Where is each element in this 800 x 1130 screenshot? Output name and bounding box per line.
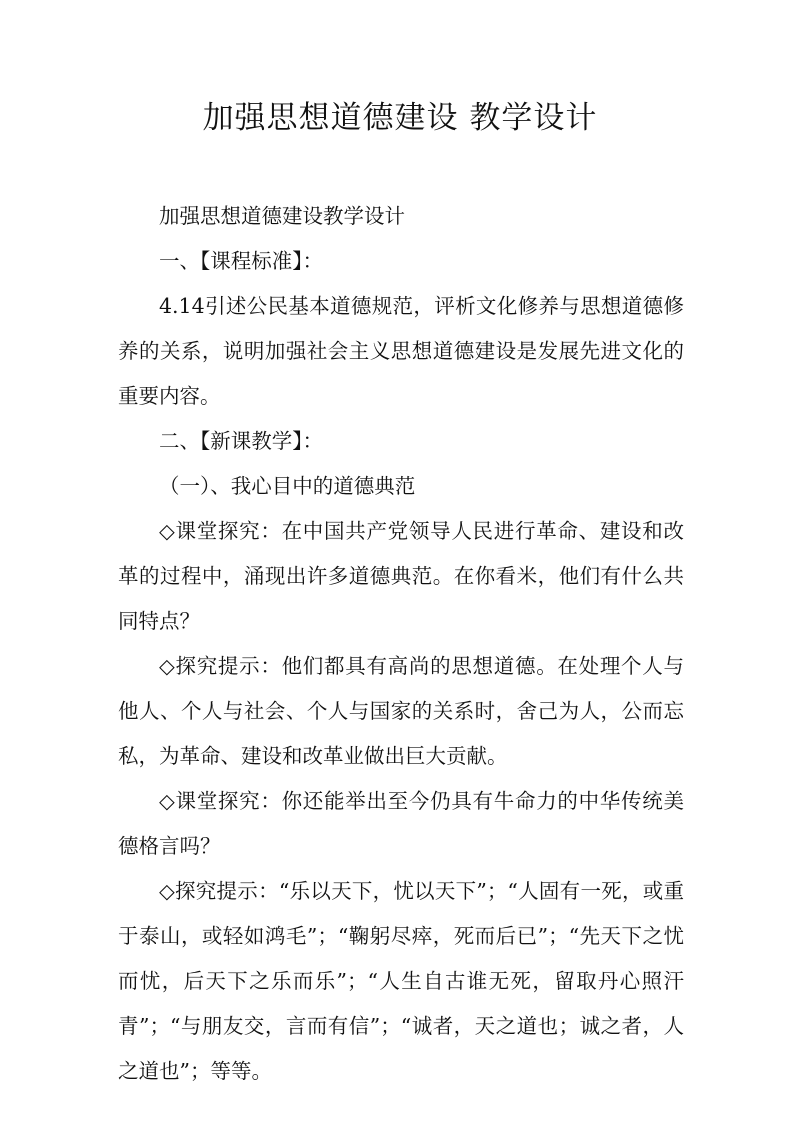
- paragraph-subtitle: 加强思想道德建设教学设计: [159, 204, 405, 228]
- paragraph-curriculum-standard: 4.14引述公民基本道德规范，评析文化修养与思想道德修养的关系，说明加强社会主义思想道德建设是发展先进文化的重要内容。: [118, 294, 684, 408]
- document-title: 加强思想道德建设 教学设计: [202, 100, 598, 136]
- section-heading-new-lesson: 二、【新课教学】：: [159, 429, 323, 453]
- paragraph-inquiry-hint-1: ◇探究提示：他们都具有高尚的思想道德。在处理个人与他人、个人与社会、个人与国家的关系时，舍己为人，公而忘私，为革命、建设和改革业做出巨大贡献。: [118, 654, 684, 768]
- document-body: [118, 194, 684, 1094]
- paragraph-class-inquiry-2: ◇课堂探究：你还能举出至今仍具有牛命力的中华传统美德格言吗？: [118, 789, 684, 858]
- section-heading-curriculum-standard: 一、【课程标准】：: [159, 249, 323, 273]
- paragraph-class-inquiry-1: ◇课堂探究：在中国共产党领导人民进行革命、建设和改革的过程中，涌现出许多道德典范。在你看米，他们有什么共同特点？: [118, 519, 684, 633]
- paragraph-inquiry-hint-2: ◇探究提示：“乐以天下，忧以天下”；“人固有一死，或重于泰山，或轻如鸿毛”；“鞠躬尽瘁，死而后已”；“先天下之忧而忧，后天下之乐而乐”；“人生自古谁无死，留取丹心照汗青”；“与朋友交，言而有信”；“诚者，天之道也；诚之者，人之道也”；等等。: [118, 879, 684, 1083]
- subsection-heading-moral-models: （一）、我心目中的道德典范: [159, 474, 416, 498]
